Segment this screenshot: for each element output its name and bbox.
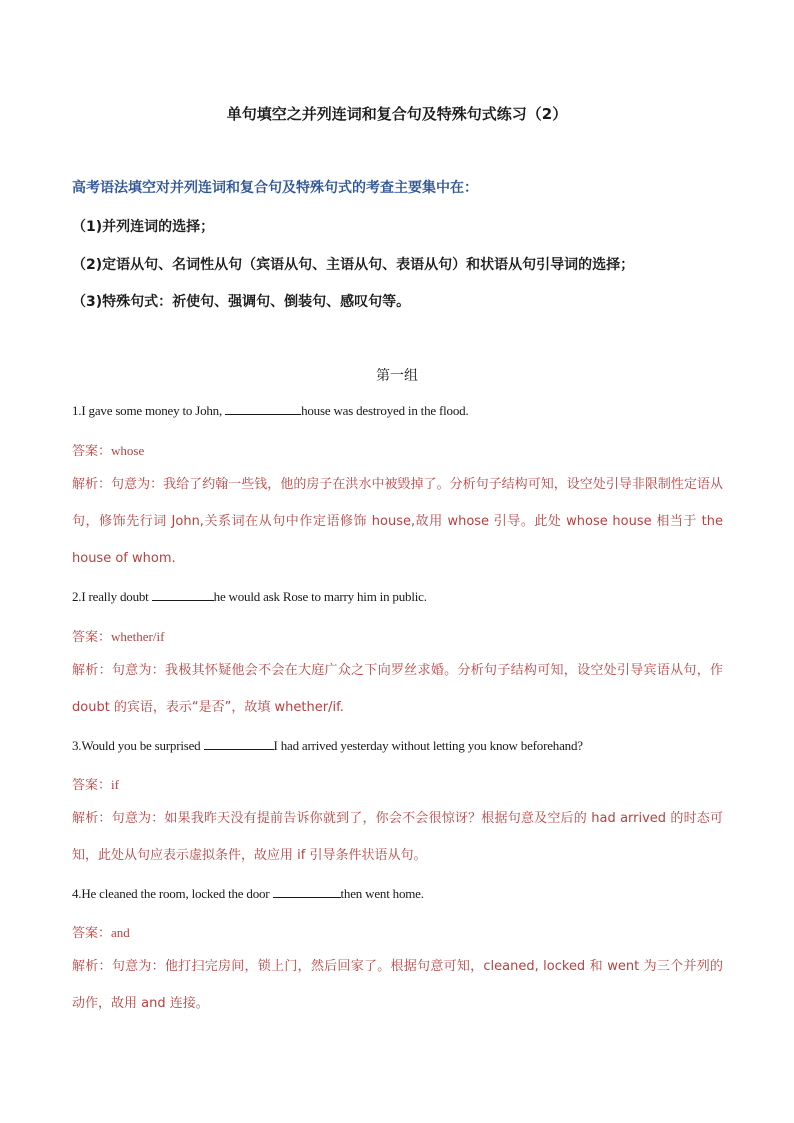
answer-2: [72, 626, 164, 645]
question-text-before: 1.I gave some money to John,: [72, 403, 226, 418]
question-2: [72, 588, 427, 605]
answer-blank: [273, 885, 341, 898]
question-text-after: he would ask Rose to marry him in public.: [213, 589, 427, 604]
question-text-after: I had arrived yesterday without letting you know beforehand?: [273, 738, 583, 753]
answer-label: 答案：: [72, 444, 112, 459]
question-text-before: 3.Would you be surprised: [72, 738, 204, 753]
question-1: [72, 402, 469, 419]
answer-blank: [225, 402, 301, 415]
question-text-after: house was destroyed in the flood.: [301, 403, 469, 418]
group-title: 第一组: [376, 368, 418, 384]
question-text-before: 4.He cleaned the room, locked the door: [72, 886, 273, 901]
question-text-after: then went home.: [340, 886, 424, 901]
answer-value: whether/if: [111, 629, 165, 644]
question-3: [72, 737, 583, 754]
question-4: [72, 885, 424, 902]
answer-label: 答案：: [72, 926, 112, 941]
answer-4: [72, 922, 130, 941]
explanation-3: 解析：句意为：如果我昨天没有提前告诉你就到了，你会不会很惊讶？根据句意及空后的 had arrived 的时态可知，此处从句应表示虚拟条件，故应用 if 引导条件状语从句。: [72, 811, 723, 863]
answer-value: and: [111, 925, 130, 940]
explanation-4: 解析：句意为：他打扫完房间，锁上门，然后回家了。根据句意可知，cleaned, locked 和 went 为三个并列的动作，故用 and 连接。: [72, 959, 723, 1011]
answer-value: if: [111, 777, 119, 792]
intro-point-1: （1)并列连词的选择；: [72, 219, 215, 235]
explanation-1: 解析：句意为：我给了约翰一些钱，他的房子在洪水中被毁掉了。分析句子结构可知，设空处引导非限制性定语从句，修饰先行词 John,关系词在从句中作定语修饰 house,故用 whose 引导。此处 whose house 相当于 the house of whom.: [72, 477, 723, 566]
intro-heading: 高考语法填空对并列连词和复合句及特殊句式的考查主要集中在：: [72, 180, 478, 196]
answer-label: 答案：: [72, 630, 112, 645]
explanation-2: 解析：句意为：我极其怀疑他会不会在大庭广众之下向罗丝求婚。分析句子结构可知，设空处引导宾语从句，作 doubt 的宾语，表示“是否”，故填 whether/if.: [72, 663, 723, 715]
page-title: 单句填空之并列连词和复合句及特殊句式练习（2）: [226, 105, 568, 123]
question-text-before: 2.I really doubt: [72, 589, 152, 604]
answer-blank: [204, 737, 274, 750]
answer-blank: [152, 588, 214, 601]
answer-3: [72, 774, 119, 793]
intro-point-2: （2)定语从句、名词性从句（宾语从句、主语从句、表语从句）和状语从句引导词的选择；: [72, 257, 635, 273]
intro-point-3: （3)特殊句式：祈使句、强调句、倒装句、感叹句等。: [72, 294, 411, 310]
answer-value: whose: [111, 443, 145, 458]
answer-label: 答案：: [72, 778, 112, 793]
answer-1: [72, 440, 144, 459]
